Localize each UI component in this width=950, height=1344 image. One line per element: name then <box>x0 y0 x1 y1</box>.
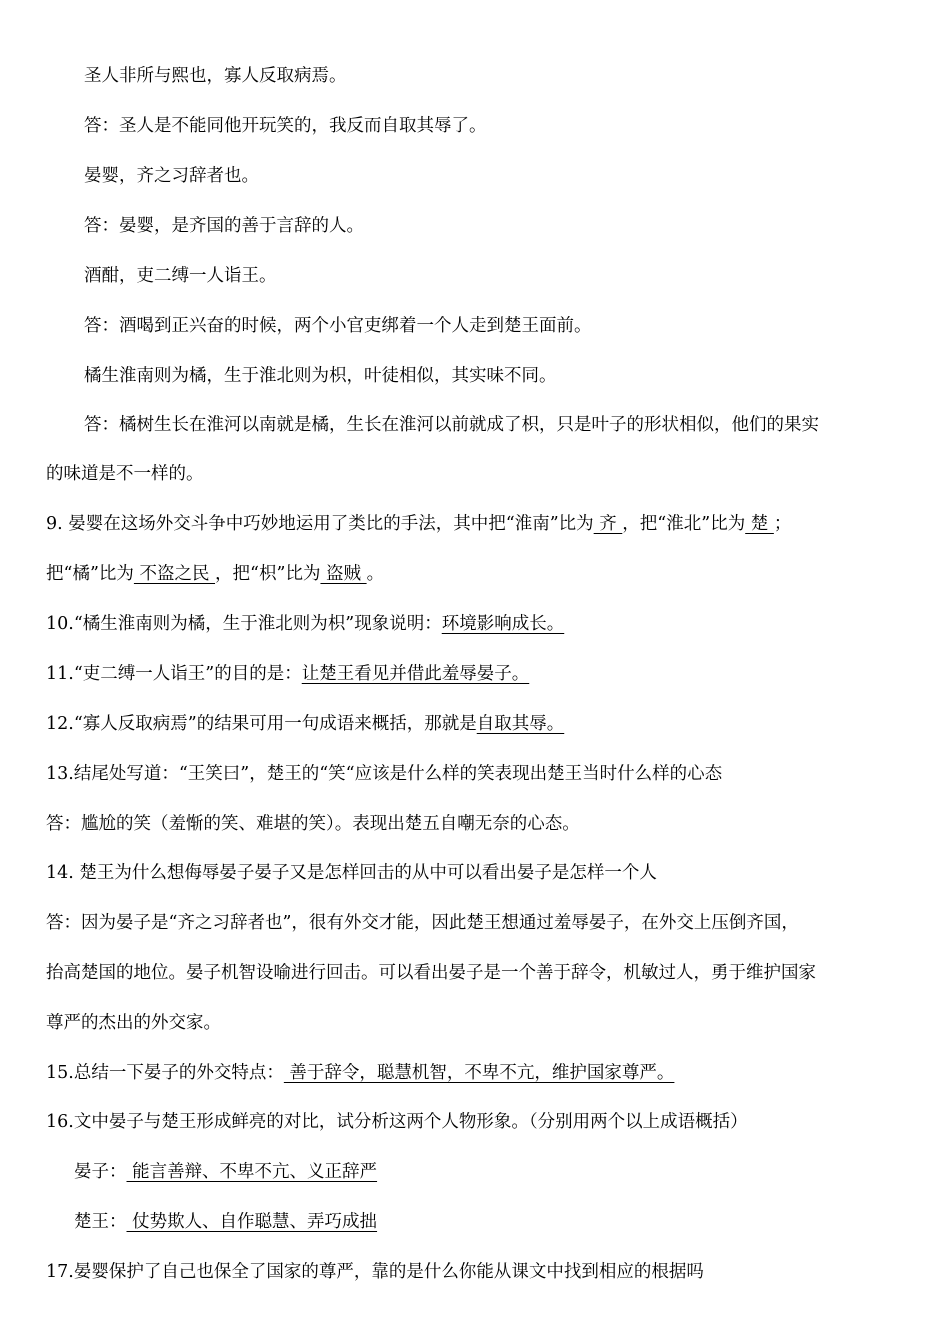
text-line-2: 答：圣人是不能同他开玩笑的，我反而自取其辱了。 <box>84 116 487 136</box>
text-line-3: 晏婴，齐之习辞者也。 <box>84 166 259 186</box>
question-12 <box>46 712 916 736</box>
q9-answer-huainan: 齐 <box>593 514 623 534</box>
q16-chuwang-answer: 仗势欺人、自作聪慧、弄巧成拙 <box>126 1212 378 1232</box>
q9-text-a: 9. 晏婴在这场外交斗争中巧妙地运用了类比的手法，其中把“淮南”比为 <box>46 514 594 534</box>
q9-answer-zhi: 盗贼 <box>320 564 367 584</box>
q11-question: 11.“吏二缚一人诣王”的目的是： <box>46 664 302 684</box>
q10-question: 10.“橘生淮南则为橘，生于淮北则为枳”现象说明： <box>46 614 442 634</box>
question-11 <box>46 662 916 686</box>
question-9-line-1 <box>46 512 916 536</box>
q9-answer-huaibei: 楚 <box>745 514 774 534</box>
text-line-6: 答：酒喝到正兴奋的时候，两个小官吏绑着一个人走到楚王面前。 <box>84 316 592 336</box>
q9-text-j: 。 <box>366 564 385 584</box>
q15-question: 15.总结一下晏子的外交特点： <box>46 1063 284 1083</box>
q16-yanzi-label: 晏子： <box>74 1162 127 1182</box>
q12-answer: 自取其辱。 <box>476 714 565 734</box>
q14-question: 14. 楚王为什么想侮辱晏子晏子又是怎样回击的从中可以看出晏子是怎样一个人 <box>46 863 657 883</box>
q15-answer: 善于辞令，聪慧机智，不卑不亢，维护国家尊严。 <box>283 1063 675 1083</box>
q16-yanzi-line <box>74 1160 944 1184</box>
q13-answer: 答：尴尬的笑（羞惭的笑、难堪的笑）。表现出楚五自嘲无奈的心态。 <box>46 814 580 834</box>
q17-question: 17.晏婴保护了自己也保全了国家的尊严，靠的是什么你能从课文中找到相应的根据吗 <box>46 1262 704 1282</box>
q9-text-e: ； <box>773 514 792 534</box>
q16-chuwang-label: 楚王： <box>74 1212 127 1232</box>
q14-answer-line-2: 抬高楚国的地位。晏子机智设喻进行回击。可以看出晏子是一个善于辞令，机敏过人，勇于维护国家 <box>46 963 816 983</box>
text-line-1: 圣人非所与熙也，寡人反取病焉。 <box>84 66 347 86</box>
q12-question: 12.“寡人反取病焉”的结果可用一句成语来概括，那就是 <box>46 714 477 734</box>
q13-question: 13.结尾处写道：“王笑曰”，楚王的“笑“应该是什么样的笑表现出楚王当时什么样的心态 <box>46 764 723 784</box>
q11-answer: 让楚王看见并借此羞辱晏子。 <box>301 664 530 684</box>
text-line-7: 橘生淮南则为橘，生于淮北则为枳，叶徒相似，其实味不同。 <box>84 366 557 386</box>
question-15 <box>46 1061 916 1085</box>
question-9-line-2 <box>46 562 916 586</box>
q16-chuwang-line <box>74 1210 944 1234</box>
q9-answer-ju: 不盗之民 <box>133 564 216 584</box>
q16-question: 16.文中晏子与楚王形成鲜亮的对比，试分析这两个人物形象。（分别用两个以上成语概括） <box>46 1112 748 1132</box>
q16-yanzi-answer: 能言善辩、不卑不亢、义正辞严 <box>126 1162 378 1182</box>
text-line-5: 酒酣，吏二缚一人诣王。 <box>84 266 277 286</box>
text-line-9: 的味道是不一样的。 <box>46 464 204 484</box>
q9-text-c: ，把“淮北”比为 <box>622 514 746 534</box>
q14-answer-line-1: 答：因为晏子是“齐之习辞者也”，很有外交才能，因此楚王想通过羞辱晏子，在外交上压倒齐国， <box>46 913 799 933</box>
q14-answer-line-3: 尊严的杰出的外交家。 <box>46 1013 221 1033</box>
text-line-8: 答：橘树生长在淮河以南就是橘，生长在淮河以前就成了枳，只是叶子的形状相似，他们的果实 <box>84 415 819 435</box>
q9-text-h: ，把“枳”比为 <box>215 564 321 584</box>
question-10 <box>46 612 916 636</box>
q9-text-f: 把“橘”比为 <box>46 564 134 584</box>
text-line-4: 答：晏婴，是齐国的善于言辞的人。 <box>84 216 364 236</box>
q10-answer: 环境影响成长。 <box>441 614 565 634</box>
